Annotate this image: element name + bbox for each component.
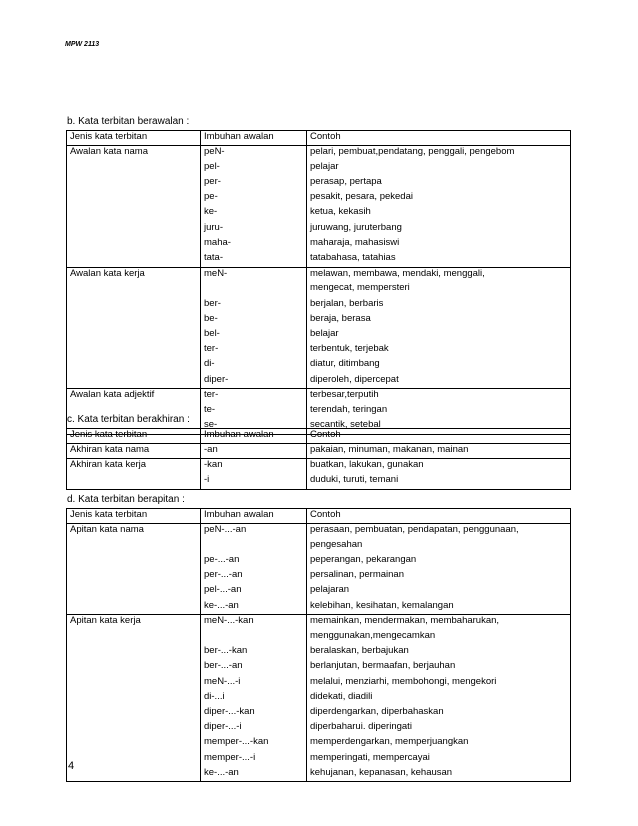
- contoh-cell: terbentuk, terjebak: [307, 343, 571, 358]
- jenis-kata-cell: [67, 584, 201, 599]
- imbuhan-cell: peN-...-an: [201, 524, 307, 539]
- jenis-kata-cell: Awalan kata kerja: [67, 267, 201, 282]
- table-row: [67, 474, 571, 489]
- table-row: [67, 146, 571, 161]
- column-header-contoh: Contoh: [307, 509, 571, 524]
- contoh-cell: pengesahan: [307, 539, 571, 554]
- jenis-kata-cell: [67, 474, 201, 489]
- contoh-cell: persalinan, permainan: [307, 569, 571, 584]
- contoh-cell: berlanjutan, bermaafan, berjauhan: [307, 660, 571, 675]
- contoh-cell: berjalan, berbaris: [307, 298, 571, 313]
- contoh-cell: ketua, kekasih: [307, 206, 571, 221]
- jenis-kata-cell: [67, 676, 201, 691]
- table-row: [67, 343, 571, 358]
- jenis-kata-cell: [67, 328, 201, 343]
- jenis-kata-cell: [67, 298, 201, 313]
- table-row: [67, 721, 571, 736]
- contoh-cell: pesakit, pesara, pekedai: [307, 191, 571, 206]
- jenis-kata-cell: [67, 736, 201, 751]
- imbuhan-cell: ke-...-an: [201, 767, 307, 782]
- imbuhan-cell: pel-...-an: [201, 584, 307, 599]
- imbuhan-cell: [201, 539, 307, 554]
- table-row: [67, 706, 571, 721]
- imbuhan-cell: ber-...-kan: [201, 645, 307, 660]
- table-header-row: [67, 131, 571, 146]
- section-b-caption: b. Kata terbitan berawalan :: [67, 116, 190, 127]
- table-row: [67, 645, 571, 660]
- jenis-kata-cell: [67, 630, 201, 645]
- contoh-cell: memainkan, mendermakan, membaharukan,: [307, 615, 571, 630]
- contoh-cell: melalui, menziarhi, membohongi, mengekori: [307, 676, 571, 691]
- table-row: [67, 660, 571, 675]
- jenis-kata-cell: Awalan kata adjektif: [67, 389, 201, 404]
- section-b-table: [66, 130, 571, 435]
- column-header-contoh: Contoh: [307, 131, 571, 146]
- contoh-cell: pelari, pembuat,pendatang, penggali, pengebom: [307, 146, 571, 161]
- imbuhan-cell: memper-...-kan: [201, 736, 307, 751]
- imbuhan-cell: ke-...-an: [201, 600, 307, 615]
- table-header-row: [67, 509, 571, 524]
- table-row: [67, 444, 571, 459]
- section-c-body: [67, 429, 571, 490]
- imbuhan-cell: di-: [201, 358, 307, 373]
- table-row: [67, 374, 571, 389]
- section-d-table: [66, 508, 571, 782]
- imbuhan-cell: ber-...-an: [201, 660, 307, 675]
- table-row: [67, 358, 571, 373]
- contoh-cell: diatur, ditimbang: [307, 358, 571, 373]
- imbuhan-cell: pe-: [201, 191, 307, 206]
- contoh-cell: pakaian, minuman, makanan, mainan: [307, 444, 571, 459]
- table-row: [67, 313, 571, 328]
- section-c-table: [66, 428, 571, 490]
- table-row: [67, 459, 571, 474]
- table-row: [67, 584, 571, 599]
- table-row: [67, 389, 571, 404]
- imbuhan-cell: juru-: [201, 222, 307, 237]
- jenis-kata-cell: [67, 767, 201, 782]
- table-row: [67, 554, 571, 569]
- table-row: [67, 676, 571, 691]
- section-d-caption: d. Kata terbitan berapitan :: [67, 494, 185, 505]
- section-b-body: [67, 131, 571, 435]
- jenis-kata-cell: [67, 539, 201, 554]
- table-row: [67, 267, 571, 282]
- jenis-kata-cell: [67, 600, 201, 615]
- column-header-jenis: Jenis kata terbitan: [67, 429, 201, 444]
- contoh-cell: perasap, pertapa: [307, 176, 571, 191]
- table-row: [67, 328, 571, 343]
- contoh-cell: menggunakan,mengecamkan: [307, 630, 571, 645]
- imbuhan-cell: ber-: [201, 298, 307, 313]
- jenis-kata-cell: [67, 660, 201, 675]
- jenis-kata-cell: [67, 691, 201, 706]
- jenis-kata-cell: Awalan kata nama: [67, 146, 201, 161]
- table-row: [67, 161, 571, 176]
- table-row: [67, 630, 571, 645]
- page-number: 4: [68, 760, 75, 772]
- imbuhan-cell: ter-: [201, 343, 307, 358]
- jenis-kata-cell: [67, 282, 201, 297]
- contoh-cell: terbesar,terputih: [307, 389, 571, 404]
- imbuhan-cell: diper-: [201, 374, 307, 389]
- contoh-cell: belajar: [307, 328, 571, 343]
- contoh-cell: secantik, setebal: [307, 419, 571, 434]
- table-row: [67, 252, 571, 267]
- jenis-kata-cell: Akhiran kata kerja: [67, 459, 201, 474]
- contoh-cell: memperdengarkan, memperjuangkan: [307, 736, 571, 751]
- jenis-kata-cell: [67, 645, 201, 660]
- imbuhan-cell: pe-...-an: [201, 554, 307, 569]
- imbuhan-cell: pel-: [201, 161, 307, 176]
- table-row: [67, 767, 571, 782]
- imbuhan-cell: diper-...-i: [201, 721, 307, 736]
- table-row: [67, 282, 571, 297]
- imbuhan-cell: te-: [201, 404, 307, 419]
- jenis-kata-cell: [67, 191, 201, 206]
- imbuhan-cell: meN-: [201, 267, 307, 282]
- jenis-kata-cell: [67, 252, 201, 267]
- table-row: [67, 237, 571, 252]
- table-row: [67, 176, 571, 191]
- contoh-cell: duduki, turuti, temani: [307, 474, 571, 489]
- table-row: [67, 539, 571, 554]
- document-header: MPW 2113: [65, 41, 100, 48]
- contoh-cell: juruwang, juruterbang: [307, 222, 571, 237]
- table-row: [67, 600, 571, 615]
- table-row: [67, 298, 571, 313]
- jenis-kata-cell: [67, 222, 201, 237]
- imbuhan-cell: maha-: [201, 237, 307, 252]
- section-c-caption: c. Kata terbitan berakhiran :: [67, 414, 190, 425]
- table-row: [67, 222, 571, 237]
- jenis-kata-cell: Akhiran kata nama: [67, 444, 201, 459]
- column-header-imbuhan: Imbuhan awalan: [201, 429, 307, 444]
- jenis-kata-cell: Apitan kata nama: [67, 524, 201, 539]
- table-row: [67, 615, 571, 630]
- contoh-cell: kelebihan, kesihatan, kemalangan: [307, 600, 571, 615]
- contoh-cell: diperbaharui. diperingati: [307, 721, 571, 736]
- table-header-row: [67, 429, 571, 444]
- contoh-cell: mengecat, mempersteri: [307, 282, 571, 297]
- imbuhan-cell: -an: [201, 444, 307, 459]
- imbuhan-cell: per-: [201, 176, 307, 191]
- contoh-cell: diperdengarkan, diperbahaskan: [307, 706, 571, 721]
- imbuhan-cell: di-...i: [201, 691, 307, 706]
- jenis-kata-cell: [67, 374, 201, 389]
- contoh-cell: buatkan, lakukan, gunakan: [307, 459, 571, 474]
- table-row: [67, 569, 571, 584]
- contoh-cell: pelajar: [307, 161, 571, 176]
- column-header-imbuhan: Imbuhan awalan: [201, 131, 307, 146]
- contoh-cell: diperoleh, dipercepat: [307, 374, 571, 389]
- section-d-body: [67, 509, 571, 782]
- jenis-kata-cell: [67, 313, 201, 328]
- jenis-kata-cell: [67, 206, 201, 221]
- jenis-kata-cell: [67, 554, 201, 569]
- contoh-cell: pelajaran: [307, 584, 571, 599]
- table-row: [67, 206, 571, 221]
- jenis-kata-cell: Apitan kata kerja: [67, 615, 201, 630]
- table-row: [67, 191, 571, 206]
- jenis-kata-cell: [67, 358, 201, 373]
- imbuhan-cell: be-: [201, 313, 307, 328]
- jenis-kata-cell: [67, 161, 201, 176]
- contoh-cell: memperingati, mempercayai: [307, 752, 571, 767]
- table-row: [67, 691, 571, 706]
- table-row: [67, 524, 571, 539]
- contoh-cell: peperangan, pekarangan: [307, 554, 571, 569]
- imbuhan-cell: meN-...-i: [201, 676, 307, 691]
- imbuhan-cell: per-...-an: [201, 569, 307, 584]
- imbuhan-cell: diper-...-kan: [201, 706, 307, 721]
- contoh-cell: tatabahasa, tatahias: [307, 252, 571, 267]
- imbuhan-cell: [201, 282, 307, 297]
- column-header-imbuhan: Imbuhan awalan: [201, 509, 307, 524]
- contoh-cell: kehujanan, kepanasan, kehausan: [307, 767, 571, 782]
- table-row: [67, 752, 571, 767]
- jenis-kata-cell: [67, 569, 201, 584]
- jenis-kata-cell: [67, 706, 201, 721]
- imbuhan-cell: -kan: [201, 459, 307, 474]
- imbuhan-cell: se-: [201, 419, 307, 434]
- jenis-kata-cell: [67, 176, 201, 191]
- jenis-kata-cell: [67, 343, 201, 358]
- contoh-cell: beraja, berasa: [307, 313, 571, 328]
- imbuhan-cell: [201, 630, 307, 645]
- jenis-kata-cell: [67, 752, 201, 767]
- imbuhan-cell: peN-: [201, 146, 307, 161]
- imbuhan-cell: tata-: [201, 252, 307, 267]
- imbuhan-cell: bel-: [201, 328, 307, 343]
- column-header-jenis: Jenis kata terbitan: [67, 131, 201, 146]
- table-row: [67, 736, 571, 751]
- imbuhan-cell: ter-: [201, 389, 307, 404]
- contoh-cell: didekati, diadili: [307, 691, 571, 706]
- column-header-jenis: Jenis kata terbitan: [67, 509, 201, 524]
- contoh-cell: perasaan, pembuatan, pendapatan, penggunaan,: [307, 524, 571, 539]
- jenis-kata-cell: [67, 237, 201, 252]
- imbuhan-cell: memper-...-i: [201, 752, 307, 767]
- column-header-contoh: Contoh: [307, 429, 571, 444]
- imbuhan-cell: ke-: [201, 206, 307, 221]
- contoh-cell: terendah, teringan: [307, 404, 571, 419]
- imbuhan-cell: meN-...-kan: [201, 615, 307, 630]
- jenis-kata-cell: [67, 721, 201, 736]
- contoh-cell: maharaja, mahasiswi: [307, 237, 571, 252]
- contoh-cell: melawan, membawa, mendaki, menggali,: [307, 267, 571, 282]
- imbuhan-cell: -i: [201, 474, 307, 489]
- contoh-cell: beralaskan, berbajukan: [307, 645, 571, 660]
